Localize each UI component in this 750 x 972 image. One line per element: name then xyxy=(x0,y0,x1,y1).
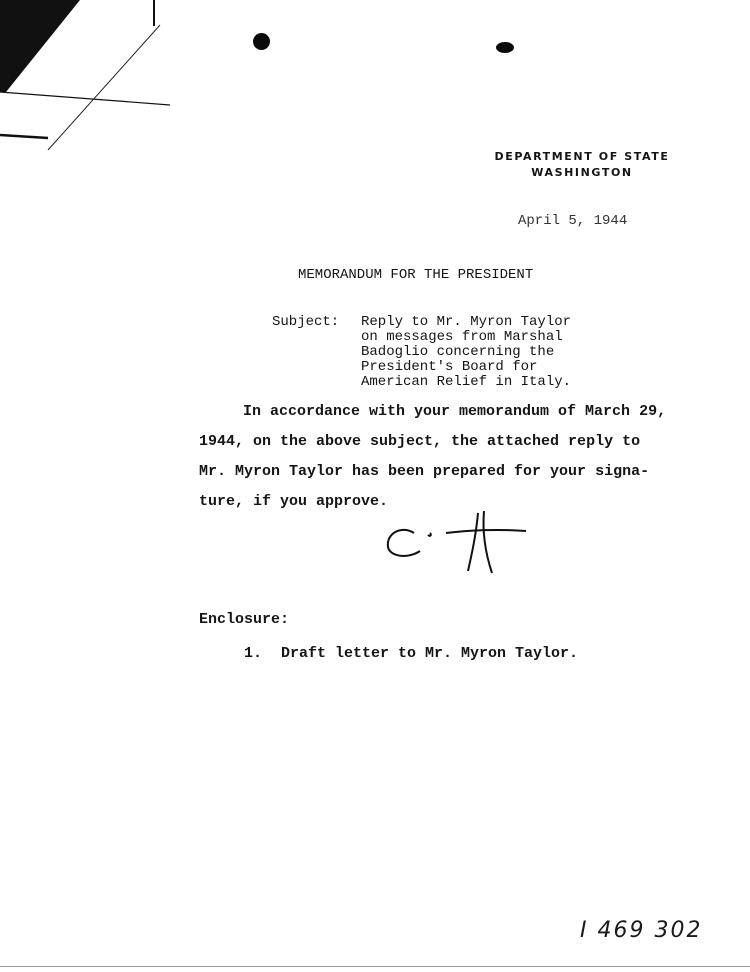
subject-line: Badoglio concerning the xyxy=(361,344,555,360)
punch-hole-right xyxy=(496,42,514,53)
letterhead-department: DEPARTMENT OF STATE xyxy=(494,150,670,163)
subject-text xyxy=(361,315,571,390)
body-line-3: Mr. Myron Taylor has been prepared for your signa- xyxy=(199,463,650,480)
letterhead xyxy=(470,149,694,181)
letterhead-city: WASHINGTON xyxy=(531,166,633,179)
file-annotation: I 469 302 xyxy=(580,918,703,943)
subject-line: on messages from Marshal xyxy=(361,329,563,345)
memo-date: April 5, 1944 xyxy=(518,213,628,229)
enclosure-label: Enclosure: xyxy=(199,611,290,628)
body-line-2: 1944, on the above subject, the attached reply to xyxy=(199,433,641,450)
signature-initials xyxy=(380,505,530,580)
subject-line: American Relief in Italy. xyxy=(361,374,572,390)
subject-line: Reply to Mr. Myron Taylor xyxy=(361,314,572,330)
body-line-4: ture, if you approve. xyxy=(199,493,389,510)
enclosure-item-text: Draft letter to Mr. Myron Taylor. xyxy=(281,645,579,662)
scan-bottom-edge xyxy=(0,966,750,967)
punch-hole-left xyxy=(253,33,270,50)
enclosure-item-number: 1. xyxy=(244,645,263,662)
body-line-1: In accordance with your memorandum of March 29, xyxy=(243,403,667,420)
subject-label: Subject: xyxy=(272,314,340,330)
subject-line: President's Board for xyxy=(361,359,538,375)
memo-heading: MEMORANDUM FOR THE PRESIDENT xyxy=(298,267,534,283)
scan-corner-fold xyxy=(0,0,170,170)
